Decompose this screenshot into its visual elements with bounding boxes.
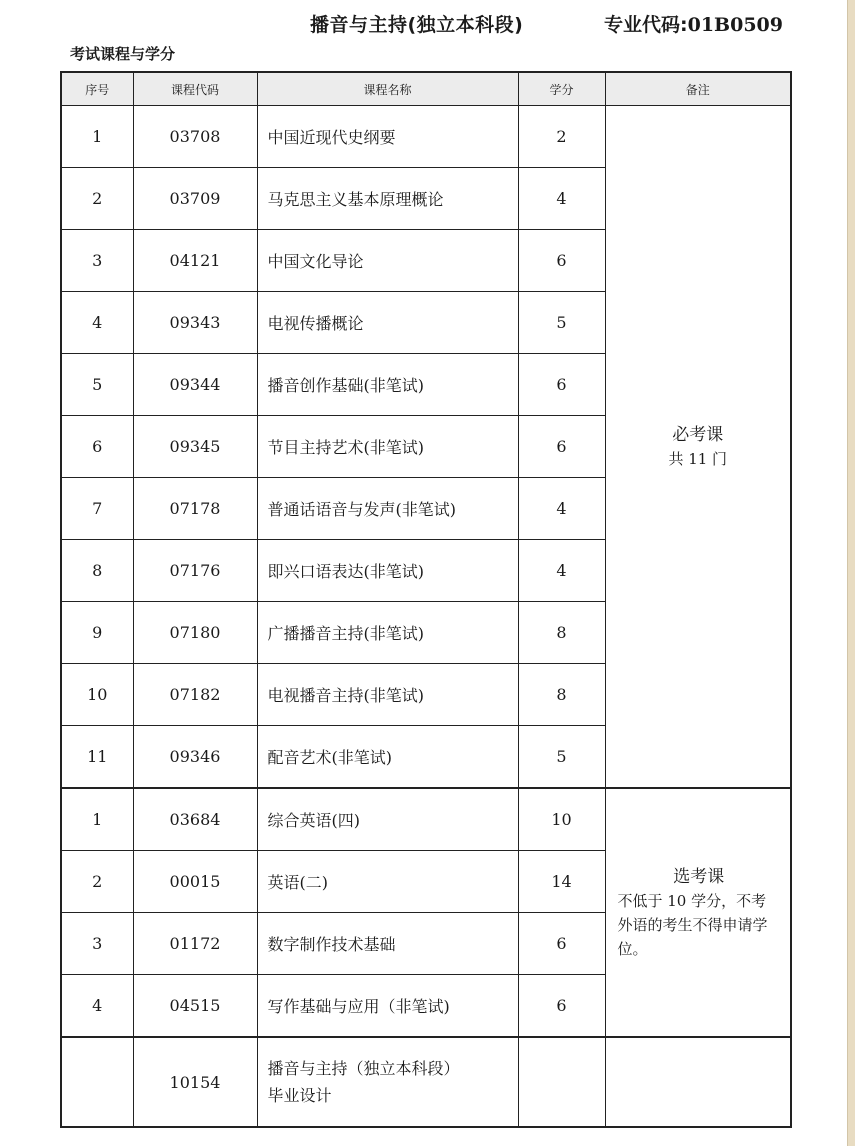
row-credit: 6 bbox=[518, 913, 605, 975]
row-credit: 6 bbox=[518, 354, 605, 416]
row-code: 07180 bbox=[133, 602, 257, 664]
row-credit: 5 bbox=[518, 726, 605, 789]
col-header-no: 序号 bbox=[61, 72, 133, 106]
page-title: 播音与主持(独立本科段) bbox=[310, 14, 524, 36]
row-code: 09346 bbox=[133, 726, 257, 789]
row-name: 综合英语(四) bbox=[257, 788, 518, 851]
row-note bbox=[605, 1037, 791, 1127]
elective-note bbox=[605, 788, 791, 1037]
table-header-row bbox=[61, 72, 791, 106]
row-no: 2 bbox=[61, 851, 133, 913]
row-no: 6 bbox=[61, 416, 133, 478]
row-no: 1 bbox=[61, 788, 133, 851]
col-header-code: 课程代码 bbox=[133, 72, 257, 106]
row-name: 中国近现代史纲要 bbox=[257, 106, 518, 168]
row-code: 09345 bbox=[133, 416, 257, 478]
row-name: 配音艺术(非笔试) bbox=[257, 726, 518, 789]
row-no: 2 bbox=[61, 168, 133, 230]
row-name: 普通话语音与发声(非笔试) bbox=[257, 478, 518, 540]
row-no: 10 bbox=[61, 664, 133, 726]
elective-note-title: 选考课 bbox=[673, 866, 725, 887]
row-name: 中国文化导论 bbox=[257, 230, 518, 292]
row-no: 4 bbox=[61, 292, 133, 354]
row-code: 10154 bbox=[133, 1037, 257, 1127]
row-credit: 8 bbox=[518, 664, 605, 726]
row-name: 马克思主义基本原理概论 bbox=[257, 168, 518, 230]
row-no: 5 bbox=[61, 354, 133, 416]
page-edge bbox=[848, 0, 855, 1146]
table-row bbox=[61, 106, 791, 168]
row-name: 节目主持艺术(非笔试) bbox=[257, 416, 518, 478]
col-header-name: 课程名称 bbox=[257, 72, 518, 106]
row-code: 00015 bbox=[133, 851, 257, 913]
row-name: 广播播音主持(非笔试) bbox=[257, 602, 518, 664]
row-credit bbox=[518, 1037, 605, 1127]
row-credit: 4 bbox=[518, 478, 605, 540]
row-name: 电视传播概论 bbox=[257, 292, 518, 354]
col-header-note: 备注 bbox=[605, 72, 791, 106]
row-no: 8 bbox=[61, 540, 133, 602]
row-no: 7 bbox=[61, 478, 133, 540]
row-code: 07182 bbox=[133, 664, 257, 726]
required-note bbox=[605, 106, 791, 789]
row-code: 04515 bbox=[133, 975, 257, 1038]
major-code bbox=[604, 10, 783, 37]
row-name: 写作基础与应用（非笔试) bbox=[257, 975, 518, 1038]
row-credit: 14 bbox=[518, 851, 605, 913]
row-code: 03708 bbox=[133, 106, 257, 168]
row-code: 07178 bbox=[133, 478, 257, 540]
row-no: 3 bbox=[61, 230, 133, 292]
row-credit: 4 bbox=[518, 540, 605, 602]
row-credit: 10 bbox=[518, 788, 605, 851]
row-name: 电视播音主持(非笔试) bbox=[257, 664, 518, 726]
section-subtitle: 考试课程与学分 bbox=[70, 45, 176, 63]
row-no: 1 bbox=[61, 106, 133, 168]
row-code: 09344 bbox=[133, 354, 257, 416]
row-name: 即兴口语表达(非笔试) bbox=[257, 540, 518, 602]
required-note-title: 必考课 bbox=[672, 424, 724, 445]
row-name: 英语(二) bbox=[257, 851, 518, 913]
major-code-label: 专业代码: bbox=[604, 14, 688, 36]
row-no: 4 bbox=[61, 975, 133, 1038]
row-code: 03709 bbox=[133, 168, 257, 230]
row-no: 3 bbox=[61, 913, 133, 975]
row-credit: 6 bbox=[518, 416, 605, 478]
row-credit: 6 bbox=[518, 230, 605, 292]
row-name-line2: 毕业设计 bbox=[267, 1086, 332, 1105]
row-credit: 4 bbox=[518, 168, 605, 230]
row-credit: 2 bbox=[518, 106, 605, 168]
table-row bbox=[61, 788, 791, 851]
row-no: 9 bbox=[61, 602, 133, 664]
row-credit: 8 bbox=[518, 602, 605, 664]
row-code: 01172 bbox=[133, 913, 257, 975]
row-name-line1: 播音与主持（独立本科段） bbox=[267, 1059, 460, 1078]
major-code-value: 01B0509 bbox=[687, 14, 783, 36]
required-note-detail: 共 11 门 bbox=[668, 449, 728, 468]
table-row bbox=[61, 1037, 791, 1127]
row-credit: 5 bbox=[518, 292, 605, 354]
row-no bbox=[61, 1037, 133, 1127]
row-credit: 6 bbox=[518, 975, 605, 1038]
course-table bbox=[60, 71, 792, 1128]
elective-note-detail: 不低于 10 学分，不考外语的考生不得申请学位。 bbox=[617, 891, 768, 958]
row-no: 11 bbox=[61, 726, 133, 789]
row-name: 播音创作基础(非笔试) bbox=[257, 354, 518, 416]
row-code: 07176 bbox=[133, 540, 257, 602]
row-code: 04121 bbox=[133, 230, 257, 292]
row-code: 09343 bbox=[133, 292, 257, 354]
row-name bbox=[257, 1037, 518, 1127]
row-code: 03684 bbox=[133, 788, 257, 851]
col-header-credit: 学分 bbox=[518, 72, 605, 106]
row-name: 数字制作技术基础 bbox=[257, 913, 518, 975]
